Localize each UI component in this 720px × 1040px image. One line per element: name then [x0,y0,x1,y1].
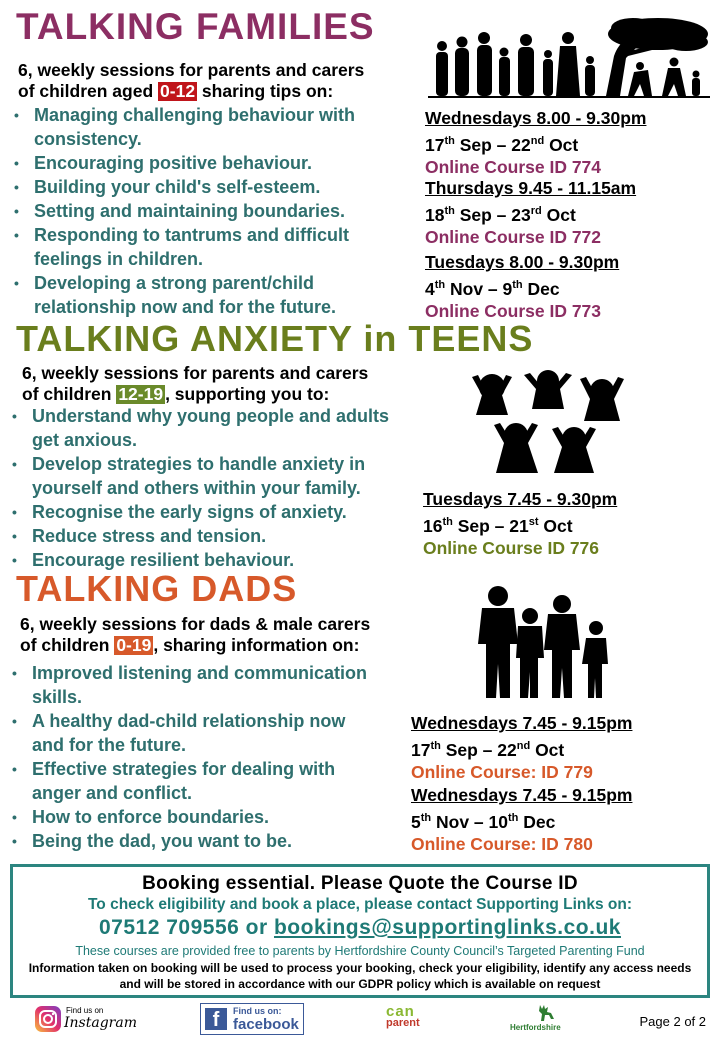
bullet-icon: • [12,552,17,568]
list-item [12,661,382,709]
families-intro [18,60,418,102]
course-dates: 17th Sep – 22nd Oct [411,739,565,760]
list-item [12,805,382,829]
course-dates: 16th Sep – 21st Oct [423,515,573,536]
course-id: Online Course ID 776 [423,537,600,558]
bullet-text: Setting and maintaining boundaries. [34,201,346,221]
dads-intro-line2 [20,635,420,656]
bullet-icon: • [14,203,19,219]
bullet-icon: • [12,504,17,520]
course-id: Online Course: ID 779 [411,761,593,782]
anxiety-intro-post: , supporting you to: [165,384,330,404]
bullet-text: Building your child's self-esteem. [34,177,321,197]
phone-link[interactable]: 07512 709556 [99,916,240,939]
bullet-text: Being the dad, you want to be. [32,831,293,851]
bullet-icon: • [12,408,17,424]
list-item [14,223,404,271]
list-item [12,709,382,757]
course-id: Online Course ID 773 [425,300,602,321]
canparent-logo-bottom: parent [386,1017,420,1029]
anxiety-heading: TALKING ANXIETY in TEENS [16,318,534,359]
course-dates: 4th Nov – 9th Dec [425,278,560,299]
bullet-text: Managing challenging behaviour with consistency. [34,105,356,149]
canparent-logo [382,1003,432,1035]
dads-intro-line1: 6, weekly sessions for dads & male carers [20,614,371,634]
list-item [12,452,408,500]
list-item [12,500,408,524]
course-schedule-780 [411,784,632,855]
bullet-text: Developing a strong parent/child relationship now and for the future. [34,273,337,317]
bullet-text: A healthy dad-child relationship now and for the future. [32,711,346,755]
dads-bullet-list [12,661,382,853]
email-link[interactable]: bookings@supportinglinks.co.uk [273,916,621,939]
course-id: Online Course ID 774 [425,156,602,177]
bullet-text: Recognise the early signs of anxiety. [32,502,347,522]
families-intro-line2 [18,81,418,102]
instagram-link[interactable] [34,1003,137,1035]
list-item [12,404,408,452]
funding-note: These courses are provided free to parents by Hertfordshire County Council’s Targeted Parenting Fund [75,944,645,958]
or-text: or [239,916,274,939]
list-item [12,524,408,548]
anxious-teens-silhouette-icon [462,365,632,477]
anxiety-bullet-list [12,404,408,572]
bullet-icon: • [14,227,19,243]
list-item [14,175,404,199]
families-intro-pre: of children aged [18,81,159,101]
bullet-icon: • [12,528,17,544]
dads-heading: TALKING DADS [16,568,298,609]
facebook-brand-text: facebook [233,1016,299,1033]
booking-contact-text: To check eligibility and book a place, please contact Supporting Links on: [87,896,633,913]
bullet-text: How to enforce boundaries. [32,807,270,827]
bullet-text: Reduce stress and tension. [32,526,267,546]
bullet-icon: • [12,833,17,849]
course-schedule-772 [425,177,636,248]
bullet-text: Improved listening and communication skills. [32,663,368,707]
booking-title: Booking essential. Please Quote the Course ID [142,873,578,894]
page-number: Page 2 of 2 [639,1014,706,1029]
course-schedule-773 [425,251,619,322]
course-day-time: Wednesdays 8.00 - 9.30pm [425,108,647,128]
course-day-time: Tuesdays 7.45 - 9.30pm [423,489,618,509]
families-intro-line1: 6, weekly sessions for parents and carers [18,60,365,80]
family-silhouette-icon [428,16,710,98]
bullet-text: Encourage resilient behaviour. [32,550,295,570]
families-age-badge: 0-12 [160,81,196,101]
bullet-icon: • [14,179,19,195]
list-item [14,199,404,223]
dads-intro-pre: of children [20,635,115,655]
booking-contact-line [13,916,707,940]
course-dates: 5th Nov – 10th Dec [411,811,556,832]
list-item [12,757,382,805]
bullet-icon: • [14,107,19,123]
dads-family-silhouette-icon [474,584,616,700]
course-dates: 18th Sep – 23rd Oct [425,204,576,225]
anxiety-intro [22,363,422,405]
course-day-time: Tuesdays 8.00 - 9.30pm [425,252,620,272]
dads-intro [20,614,420,656]
bullet-icon: • [14,155,19,171]
instagram-small-text: Find us on [66,1006,104,1015]
hertfordshire-logo [508,1003,582,1035]
dads-intro-post: , sharing information on: [153,635,360,655]
hertfordshire-text: Hertfordshire [510,1023,561,1032]
families-bullet-list [14,103,404,319]
bullet-text: Responding to tantrums and difficult feelings in children. [34,225,349,269]
families-intro-post: sharing tips on: [197,81,334,101]
instagram-brand-text: Instagram [64,1015,137,1031]
hart-icon [536,1003,558,1023]
course-day-time: Wednesdays 7.45 - 9.15pm [411,785,633,805]
families-heading: TALKING FAMILIES [16,6,375,47]
bullet-icon: • [12,761,17,777]
course-dates: 17th Sep – 22nd Oct [425,134,579,155]
canparent-logo-top: can [386,1003,415,1020]
dads-age-badge: 0-19 [116,635,152,655]
facebook-link[interactable] [200,1003,304,1035]
bullet-icon: • [12,665,17,681]
bullet-icon: • [14,275,19,291]
anxiety-intro-line1: 6, weekly sessions for parents and carers [22,363,369,383]
booking-box [10,864,710,998]
list-item [14,151,404,175]
bullet-icon: • [12,713,17,729]
bullet-text: Encouraging positive behaviour. [34,153,313,173]
list-item [14,271,404,319]
list-item [12,829,382,853]
course-id: Online Course ID 772 [425,226,602,247]
course-schedule-779 [411,712,632,783]
anxiety-intro-line2 [22,384,422,405]
anxiety-age-badge: 12-19 [118,384,164,404]
course-day-time: Wednesdays 7.45 - 9.15pm [411,713,633,733]
facebook-icon: f [205,1008,227,1030]
list-item [14,103,404,151]
bullet-text: Develop strategies to handle anxiety in yourself and others within your family. [32,454,366,498]
bullet-icon: • [12,456,17,472]
bullet-icon: • [12,809,17,825]
anxiety-intro-pre: of children [22,384,117,404]
course-schedule-774 [425,107,646,178]
course-day-time: Thursdays 9.45 - 11.15am [425,178,637,198]
course-id: Online Course: ID 780 [411,833,593,854]
bullet-text: Effective strategies for dealing with anger and conflict. [32,759,336,803]
course-schedule-776 [423,488,617,559]
bullet-text: Understand why young people and adults get anxious. [32,406,390,450]
gdpr-note: Information taken on booking will be used to process your booking, check your eligibility, identify any access needs and will be stored in accordance with our GDPR policy which is available on request [28,961,692,991]
facebook-small-text: Find us on: [233,1006,282,1016]
